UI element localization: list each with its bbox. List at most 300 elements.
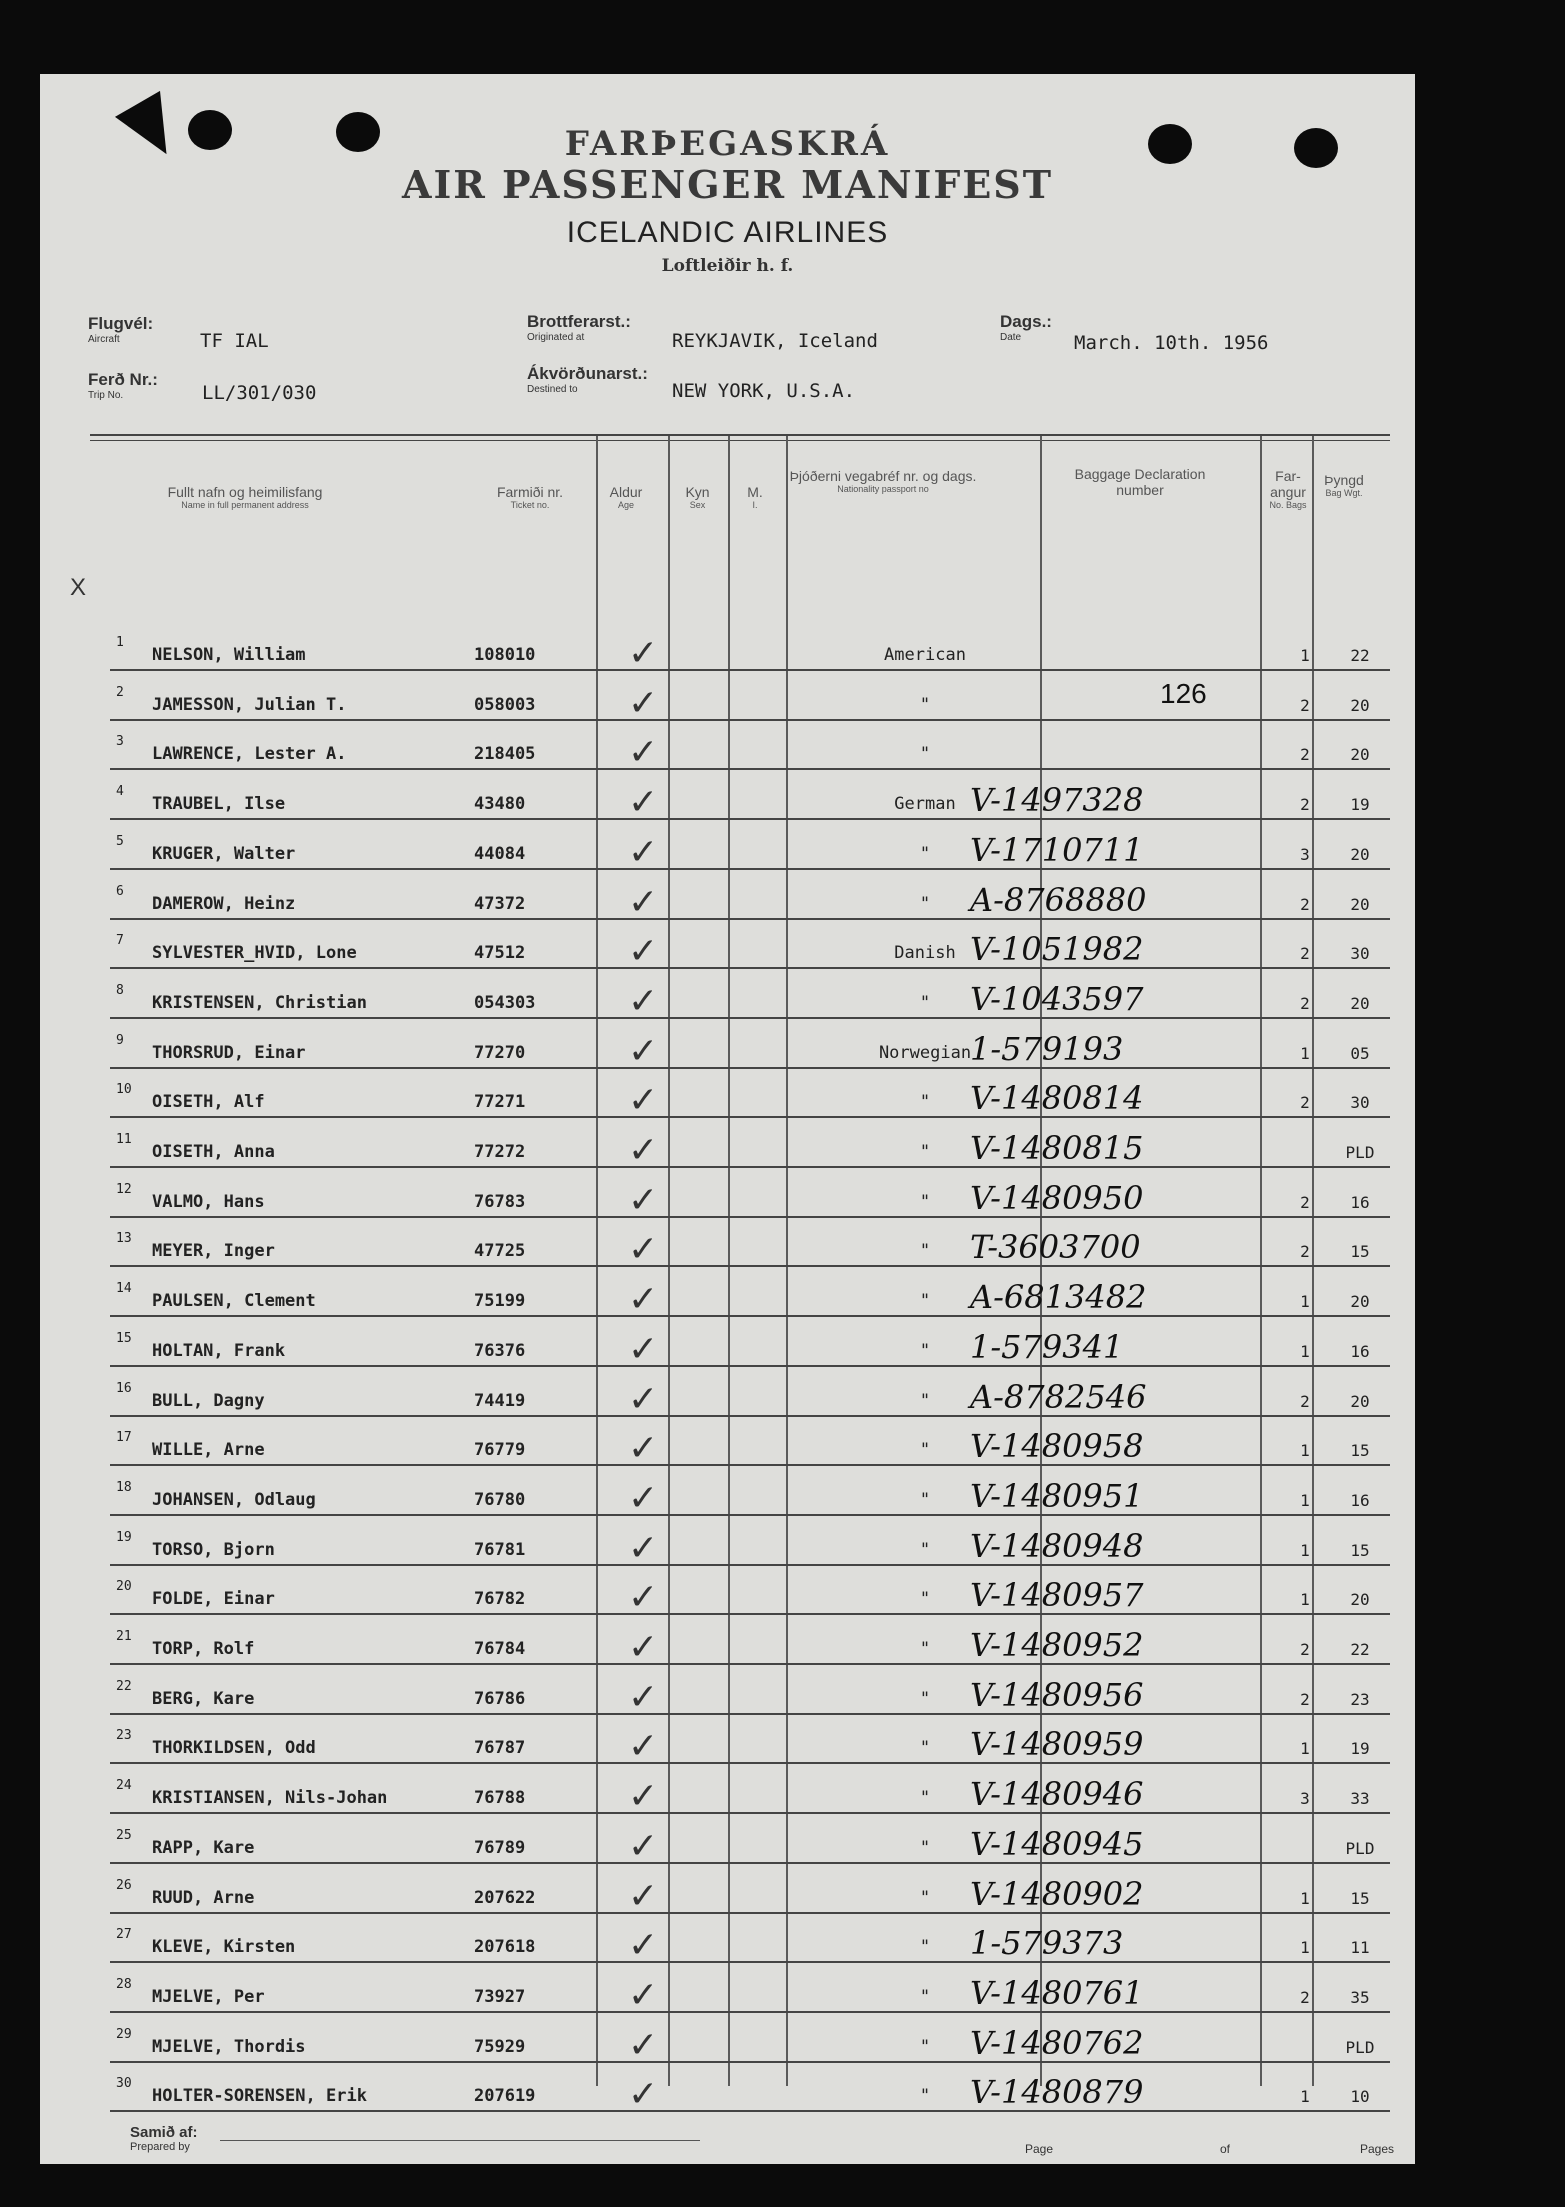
row-rule	[110, 1415, 1390, 1417]
passenger-name: JOHANSEN, Odlaug	[152, 1489, 316, 1510]
date-value: March. 10th. 1956	[1074, 332, 1269, 354]
origin-label: Brottferarst.: Originated at	[527, 312, 631, 343]
row-number: 17	[116, 1430, 132, 1446]
check-mark-icon: ✓	[628, 1627, 659, 1668]
bag-weight: 22	[1350, 646, 1370, 665]
punch-hole	[1294, 128, 1338, 168]
bag-weight: 20	[1350, 1391, 1370, 1411]
row-number: 3	[116, 734, 124, 750]
passenger-name: FOLDE, Einar	[152, 1589, 275, 1610]
row-number: 29	[116, 2026, 132, 2042]
bag-count: 2	[1300, 1640, 1310, 1659]
row-number: 14	[116, 1281, 132, 1297]
bag-count: 1	[1300, 1888, 1310, 1908]
ticket-number: 76784	[474, 1639, 526, 1659]
ticket-number: 218405	[474, 744, 536, 765]
header-rule-thin	[90, 440, 1390, 441]
bag-count: 1	[1300, 1441, 1310, 1461]
row-number: 5	[116, 833, 124, 849]
passport-number: V-1480958	[970, 1427, 1144, 1466]
nationality: "	[919, 992, 931, 1013]
row-number: 16	[116, 1380, 132, 1396]
bag-weight: 10	[1350, 2087, 1370, 2107]
ticket-number: 75929	[474, 2036, 526, 2057]
bag-count: 1	[1300, 1938, 1310, 1958]
passport-number: A-8782546	[970, 1377, 1147, 1416]
punch-hole	[1148, 124, 1192, 164]
col-ticket-header: Farmiði nr. Ticket no.	[496, 484, 564, 511]
passport-number: V-1480761	[970, 1973, 1144, 2012]
passenger-name: THORKILDSEN, Odd	[152, 1738, 316, 1759]
bag-count: 2	[1300, 993, 1310, 1013]
bag-weight: 19	[1350, 795, 1370, 815]
bag-count: 2	[1300, 944, 1310, 964]
passport-number: V-1710711	[970, 830, 1144, 869]
destination-label: Ákvörðunarst.: Destined to	[527, 364, 648, 395]
check-mark-icon: ✓	[628, 2024, 659, 2066]
bag-weight: PLD	[1345, 2037, 1375, 2057]
check-mark-icon: ✓	[628, 1974, 659, 2016]
nationality: "	[919, 2036, 931, 2057]
passport-number: V-1497328	[970, 781, 1144, 820]
row-rule	[110, 719, 1390, 721]
check-mark-icon: ✓	[628, 633, 659, 674]
check-mark-icon: ✓	[628, 1577, 659, 1619]
nationality: "	[919, 1837, 931, 1858]
ticket-number: 058003	[474, 694, 536, 715]
table-row	[40, 1268, 1415, 1321]
row-number: 6	[116, 883, 124, 899]
row-number: 8	[116, 982, 124, 998]
nationality: "	[919, 1440, 931, 1461]
ticket-number: 77270	[474, 1042, 526, 1063]
passport-number: V-1480959	[970, 1725, 1144, 1764]
bag-weight: 15	[1350, 1441, 1370, 1461]
passport-number: V-1480950	[970, 1178, 1144, 1217]
row-number: 20	[116, 1579, 132, 1595]
nationality: "	[919, 843, 931, 864]
bag-weight: 19	[1350, 1739, 1370, 1759]
nationality: "	[919, 1340, 931, 1361]
passenger-name: LAWRENCE, Lester A.	[152, 744, 347, 765]
x-mark: X	[70, 574, 87, 601]
ticket-number: 73927	[474, 1986, 526, 2007]
nationality: "	[919, 1489, 931, 1510]
bag-count: 1	[1300, 646, 1310, 665]
nationality: "	[919, 1092, 931, 1113]
col-sex-header: Kyn Sex	[685, 484, 710, 511]
nationality: "	[919, 2086, 931, 2107]
bag-count: 3	[1300, 844, 1310, 864]
passenger-name: KRUGER, Walter	[152, 843, 296, 864]
row-rule	[110, 1365, 1390, 1367]
prepared-by: Samið af: Prepared by	[130, 2124, 198, 2153]
passport-number: 1-579193	[970, 1029, 1124, 1068]
table-row	[40, 1517, 1415, 1567]
nationality: American	[884, 645, 966, 665]
table-row	[40, 1566, 1415, 1619]
bag-count: 2	[1300, 1192, 1310, 1212]
nationality: Norwegian	[878, 1042, 972, 1063]
ticket-number: 76783	[474, 1191, 526, 1212]
table-row	[40, 1964, 1415, 2014]
row-number: 15	[116, 1330, 132, 1346]
bag-count: 2	[1300, 1391, 1310, 1411]
ticket-number: 207618	[474, 1937, 536, 1958]
passenger-name: KRISTENSEN, Christian	[152, 992, 367, 1013]
row-number: 28	[116, 1976, 132, 1992]
col-name-header: Fullt nafn og heimilisfang Name in full permanent address	[167, 484, 323, 511]
passenger-name: KLEVE, Kirsten	[152, 1937, 296, 1958]
punch-hole	[188, 110, 232, 150]
bag-weight: 33	[1350, 1789, 1370, 1809]
bag-count: 2	[1300, 894, 1310, 914]
ticket-number: 47512	[474, 943, 526, 964]
passport-number: V-1480946	[970, 1775, 1144, 1814]
ticket-number: 76786	[474, 1688, 526, 1709]
ticket-number: 75199	[474, 1291, 526, 1312]
table-row	[40, 2063, 1415, 2116]
bag-count: 2	[1300, 1689, 1310, 1709]
nationality: Danish	[894, 943, 956, 964]
ticket-number: 76788	[474, 1788, 526, 1809]
ticket-number: 76779	[474, 1440, 526, 1461]
baggage-note: 126	[1160, 678, 1207, 709]
bag-count: 1	[1300, 1292, 1310, 1312]
nationality: "	[919, 1688, 931, 1709]
prepared-line	[220, 2140, 700, 2141]
col-bags-header: Far- angur No. Bags	[1269, 468, 1307, 511]
check-mark-icon: ✓	[628, 1875, 659, 1917]
check-mark-icon: ✓	[628, 1477, 659, 1519]
passenger-name: VALMO, Hans	[152, 1191, 265, 1212]
check-mark-icon: ✓	[628, 931, 659, 973]
row-rule	[110, 1762, 1390, 1764]
passenger-name: DAMEROW, Heinz	[152, 893, 296, 914]
passport-number: T-3603700	[970, 1228, 1141, 1267]
check-mark-icon: ✓	[628, 1130, 659, 1171]
row-rule	[110, 2011, 1390, 2013]
passenger-name: HOLTER-SORENSEN, Erik	[152, 2086, 367, 2107]
nationality: "	[919, 1986, 931, 2007]
nationality: "	[919, 893, 931, 914]
bag-count: 2	[1300, 1987, 1310, 2007]
table-row	[40, 721, 1415, 774]
ticket-number: 76782	[474, 1589, 526, 1610]
ticket-number: 43480	[474, 794, 526, 815]
date-label: Dags.: Date	[1000, 312, 1052, 343]
check-mark-icon: ✓	[628, 980, 659, 1022]
bag-weight: 16	[1350, 1341, 1370, 1361]
punch-hole	[336, 112, 380, 152]
bag-weight: 05	[1350, 1043, 1370, 1063]
row-number: 26	[116, 1877, 132, 1893]
nationality: "	[919, 1241, 931, 1262]
nationality: "	[919, 744, 931, 765]
aircraft-label: Flugvél: Aircraft	[88, 314, 154, 345]
manifest-sheet	[40, 74, 1415, 2164]
passenger-name: NELSON, William	[152, 645, 306, 665]
check-mark-icon: ✓	[628, 1378, 659, 1420]
row-rule	[110, 1663, 1390, 1665]
passenger-name: JAMESSON, Julian T.	[152, 694, 347, 715]
table-row	[40, 1765, 1415, 1818]
check-mark-icon: ✓	[628, 732, 659, 774]
table-row	[40, 622, 1415, 672]
row-number: 9	[116, 1032, 124, 1048]
row-rule	[110, 1564, 1390, 1566]
bag-weight: 20	[1350, 1292, 1370, 1312]
pages-label: Pages	[1360, 2142, 1395, 2156]
bag-weight: 20	[1350, 894, 1370, 914]
ticket-number: 74419	[474, 1390, 526, 1411]
row-number: 24	[116, 1778, 132, 1794]
passport-number: V-1043597	[970, 979, 1144, 1018]
row-rule	[110, 1713, 1390, 1715]
table-row	[40, 1815, 1415, 1865]
check-mark-icon: ✓	[628, 1776, 659, 1818]
page-label: Page	[1025, 2142, 1054, 2156]
passenger-name: TRAUBEL, Ilse	[152, 794, 286, 815]
nationality: "	[919, 1589, 931, 1610]
passenger-name: OISETH, Alf	[152, 1092, 265, 1113]
row-number: 10	[116, 1082, 132, 1098]
col-age-header: Aldur Age	[609, 484, 643, 511]
nationality: "	[919, 1937, 931, 1958]
row-number: 30	[116, 2076, 132, 2092]
passenger-name: THORSRUD, Einar	[152, 1042, 306, 1063]
check-mark-icon: ✓	[628, 782, 659, 824]
bag-weight: 15	[1350, 1888, 1370, 1908]
table-row	[40, 1417, 1415, 1470]
ticket-number: 47725	[474, 1241, 526, 1262]
bag-weight: 20	[1350, 695, 1370, 715]
row-number: 13	[116, 1231, 132, 1247]
passenger-name: OISETH, Anna	[152, 1142, 275, 1162]
table-row	[40, 1020, 1415, 1070]
row-number: 18	[116, 1479, 132, 1495]
bag-count: 1	[1300, 2087, 1310, 2107]
bag-count: 2	[1300, 695, 1310, 715]
table-row	[40, 1914, 1415, 1967]
check-mark-icon: ✓	[628, 1428, 659, 1470]
check-mark-icon: ✓	[628, 1229, 659, 1271]
nationality: "	[919, 1390, 931, 1411]
row-rule	[110, 1315, 1390, 1317]
bag-weight: PLD	[1345, 1143, 1375, 1162]
ticket-number: 054303	[474, 992, 536, 1013]
bag-weight: 30	[1350, 944, 1370, 964]
row-number: 2	[116, 684, 124, 700]
row-number: 4	[116, 784, 124, 800]
passenger-name: MJELVE, Thordis	[152, 2036, 306, 2057]
row-rule	[110, 1912, 1390, 1914]
bag-count: 1	[1300, 1540, 1310, 1560]
bag-weight: 20	[1350, 993, 1370, 1013]
bag-count: 1	[1300, 1590, 1310, 1610]
row-rule	[110, 1812, 1390, 1814]
nationality: "	[919, 1788, 931, 1809]
check-mark-icon: ✓	[628, 1527, 659, 1569]
nationality: "	[919, 1191, 931, 1212]
nationality: "	[919, 1291, 931, 1312]
bag-count: 1	[1300, 1490, 1310, 1510]
row-rule	[110, 1116, 1390, 1118]
passport-number: 1-579341	[970, 1327, 1124, 1366]
bag-weight: 15	[1350, 1242, 1370, 1262]
passport-number: V-1480762	[970, 2023, 1144, 2062]
passport-number: V-1480879	[970, 2073, 1144, 2112]
row-number: 23	[116, 1728, 132, 1744]
nationality: "	[919, 1142, 931, 1162]
passport-number: 1-579373	[970, 1924, 1124, 1963]
table-row	[40, 2014, 1415, 2064]
row-number: 7	[116, 933, 124, 949]
passport-number: V-1480945	[970, 1824, 1144, 1863]
passenger-name: KRISTIANSEN, Nils-Johan	[152, 1788, 388, 1809]
title-english: AIR PASSENGER MANIFEST	[401, 162, 1054, 207]
bag-weight: 20	[1350, 1590, 1370, 1610]
check-mark-icon: ✓	[628, 881, 659, 923]
bag-count: 3	[1300, 1789, 1310, 1809]
row-rule	[110, 1862, 1390, 1864]
table-row	[40, 1467, 1415, 1517]
col-m-header: M. I.	[747, 484, 763, 511]
row-number: 21	[116, 1629, 132, 1644]
aircraft-value: TF IAL	[200, 330, 269, 352]
bag-count: 2	[1300, 745, 1310, 765]
of-label: of	[1220, 2142, 1231, 2156]
passport-number: V-1480815	[970, 1129, 1144, 1167]
row-rule	[110, 868, 1390, 870]
table-row	[40, 771, 1415, 824]
ticket-number: 76781	[474, 1539, 526, 1560]
bag-weight: 16	[1350, 1490, 1370, 1510]
destination-value: NEW YORK, U.S.A.	[672, 380, 856, 402]
passenger-name: HOLTAN, Frank	[152, 1340, 286, 1361]
passenger-name: TORP, Rolf	[152, 1639, 255, 1659]
ticket-number: 76789	[474, 1837, 526, 1858]
bag-count: 1	[1300, 1739, 1310, 1759]
bag-weight: 11	[1350, 1938, 1370, 1958]
row-rule	[110, 967, 1390, 969]
row-rule	[110, 1514, 1390, 1516]
table-row	[40, 1666, 1415, 1716]
col-weight-header: Þyngd Bag Wgt.	[1324, 472, 1364, 499]
check-mark-icon: ✓	[628, 1825, 659, 1867]
table-row	[40, 821, 1415, 871]
table-row	[40, 672, 1415, 722]
bag-weight: 20	[1350, 844, 1370, 864]
col-nationality-header: Þjóðerni vegabréf nr. og dags. Nationality passport no	[789, 468, 977, 495]
table-row	[40, 1318, 1415, 1368]
airline-name: ICELANDIC AIRLINES	[566, 216, 889, 249]
origin-value: REYKJAVIK, Iceland	[672, 330, 878, 352]
nationality: "	[919, 1539, 931, 1560]
passport-number: V-1480948	[970, 1526, 1144, 1565]
passport-number: V-1480952	[970, 1626, 1144, 1664]
row-rule	[110, 669, 1390, 671]
row-rule	[110, 1017, 1390, 1019]
ticket-number: 207619	[474, 2086, 536, 2107]
ticket-number: 77272	[474, 1142, 526, 1162]
bag-count: 2	[1300, 1242, 1310, 1262]
table-row	[40, 1715, 1415, 1768]
nationality: "	[919, 1887, 931, 1908]
table-row	[40, 970, 1415, 1020]
nationality: "	[919, 694, 931, 715]
nationality: German	[894, 794, 956, 815]
passenger-name: WILLE, Arne	[152, 1440, 265, 1461]
passenger-name: SYLVESTER_HVID, Lone	[152, 943, 357, 964]
passport-number: V-1051982	[970, 930, 1144, 969]
row-rule	[110, 1613, 1390, 1615]
passport-number: V-1480902	[970, 1874, 1144, 1913]
trip-value: LL/301/030	[202, 382, 317, 404]
row-number: 22	[116, 1678, 132, 1694]
ticket-number: 76780	[474, 1489, 526, 1510]
row-number: 11	[116, 1132, 132, 1147]
bag-weight: 16	[1350, 1192, 1370, 1212]
table-row	[40, 1169, 1415, 1219]
trip-label: Ferð Nr.: Trip No.	[88, 370, 158, 401]
table-row	[40, 1119, 1415, 1169]
row-rule	[110, 1961, 1390, 1963]
row-rule	[110, 1464, 1390, 1466]
table-row	[40, 871, 1415, 921]
passport-number: V-1480814	[970, 1079, 1144, 1118]
passenger-name: PAULSEN, Clement	[152, 1291, 316, 1312]
row-rule	[110, 1166, 1390, 1168]
table-row	[40, 1368, 1415, 1418]
passenger-name: MJELVE, Per	[152, 1986, 265, 2007]
ticket-number: 77271	[474, 1092, 526, 1113]
check-mark-icon: ✓	[628, 1030, 659, 1072]
col-baggage-header: Baggage Declaration number	[1074, 466, 1206, 499]
airline-subtitle: Loftleiðir h. f.	[661, 256, 794, 276]
check-mark-icon: ✓	[628, 1179, 659, 1221]
passport-number: V-1480957	[970, 1576, 1144, 1615]
row-rule	[110, 2110, 1390, 2112]
row-rule	[110, 918, 1390, 920]
row-rule	[110, 2061, 1390, 2063]
table-row	[40, 1616, 1415, 1666]
bag-weight: 30	[1350, 1093, 1370, 1113]
bag-weight: 22	[1350, 1640, 1370, 1659]
row-number: 19	[116, 1529, 132, 1545]
bag-weight: PLD	[1345, 1838, 1375, 1858]
passenger-name: BERG, Kare	[152, 1688, 255, 1709]
bag-count: 1	[1300, 1043, 1310, 1063]
bag-count: 1	[1300, 1341, 1310, 1361]
check-mark-icon: ✓	[628, 2074, 659, 2116]
header-rule	[90, 434, 1390, 436]
ticket-number: 44084	[474, 843, 526, 864]
row-rule	[110, 818, 1390, 820]
table-row	[40, 920, 1415, 973]
passport-number: V-1480956	[970, 1675, 1144, 1714]
passport-number: A-8768880	[970, 880, 1147, 919]
check-mark-icon: ✓	[628, 1925, 659, 1967]
row-rule	[110, 1067, 1390, 1069]
bag-weight: 15	[1350, 1540, 1370, 1560]
bag-weight: 23	[1350, 1689, 1370, 1709]
ticket-number: 207622	[474, 1887, 536, 1908]
ticket-number: 47372	[474, 893, 526, 914]
passport-number: A-6813482	[970, 1278, 1147, 1317]
row-number: 1	[116, 635, 124, 650]
passenger-name: TORSO, Bjorn	[152, 1539, 275, 1560]
